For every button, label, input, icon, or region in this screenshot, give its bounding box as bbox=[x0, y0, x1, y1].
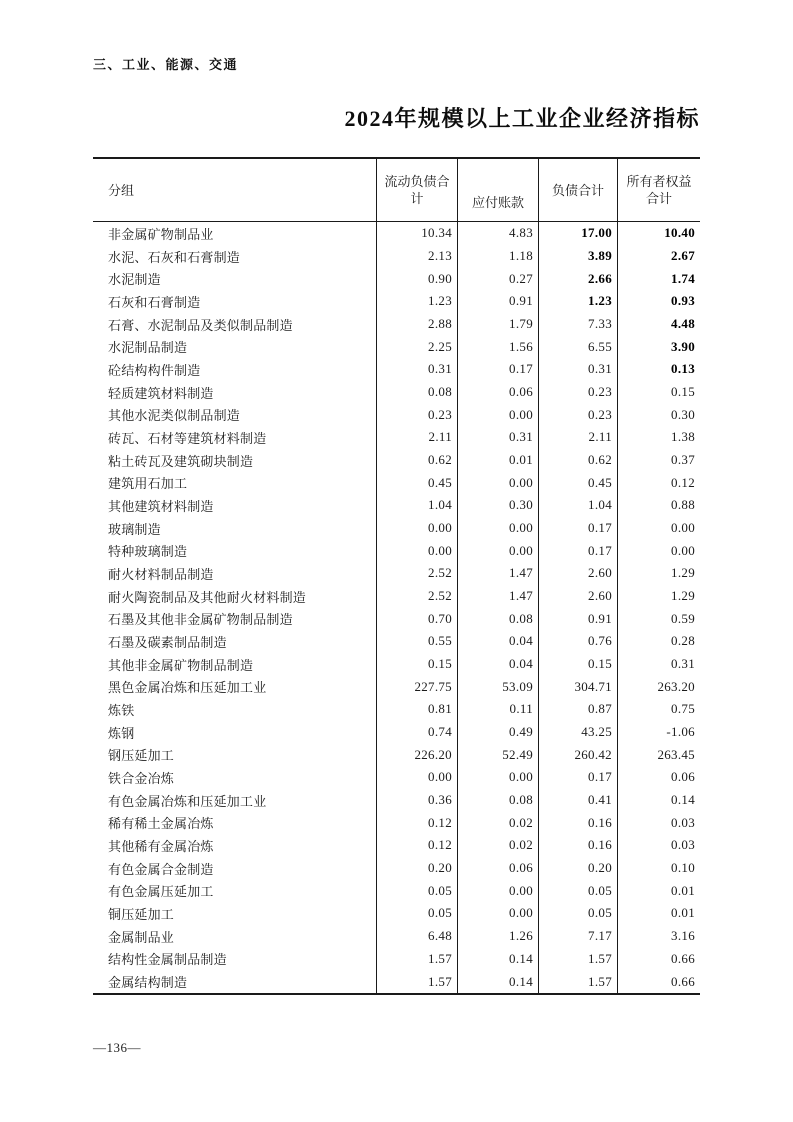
cell-value: 0.45 bbox=[538, 471, 617, 494]
cell-value: 0.00 bbox=[457, 471, 538, 494]
table-row bbox=[93, 811, 700, 834]
cell-value: 0.75 bbox=[617, 698, 700, 721]
cell-value: 0.12 bbox=[617, 471, 700, 494]
data-table bbox=[93, 157, 700, 995]
cell-value: 0.00 bbox=[457, 403, 538, 426]
cell-value: 0.74 bbox=[376, 721, 457, 744]
cell-value: 0.70 bbox=[376, 607, 457, 630]
cell-value: 0.91 bbox=[538, 607, 617, 630]
cell-value: 2.25 bbox=[376, 335, 457, 358]
cell-value: 0.14 bbox=[457, 948, 538, 971]
row-label: 金属制品业 bbox=[108, 929, 175, 945]
row-label: 有色金属合金制造 bbox=[108, 861, 214, 877]
cell-value: 0.30 bbox=[457, 494, 538, 517]
table-row bbox=[93, 925, 700, 948]
cell-value: 1.56 bbox=[457, 335, 538, 358]
cell-value: 0.08 bbox=[376, 381, 457, 404]
row-label: 石墨及其他非金属矿物制品制造 bbox=[108, 612, 293, 628]
row-label: 铁合金冶炼 bbox=[108, 770, 175, 786]
cell-value: 1.23 bbox=[538, 290, 617, 313]
row-label: 特种玻璃制造 bbox=[108, 544, 188, 560]
row-label: 砖瓦、石材等建筑材料制造 bbox=[108, 430, 267, 446]
row-label: 其他稀有金属冶炼 bbox=[108, 838, 214, 854]
cell-value: 0.23 bbox=[376, 403, 457, 426]
cell-value: 0.30 bbox=[617, 403, 700, 426]
cell-value: 0.05 bbox=[376, 902, 457, 925]
table-row bbox=[93, 222, 700, 245]
row-label: 砼结构构件制造 bbox=[108, 362, 201, 378]
cell-value: 0.01 bbox=[457, 449, 538, 472]
cell-value: 1.79 bbox=[457, 313, 538, 336]
cell-value: 0.05 bbox=[538, 879, 617, 902]
cell-value: 43.25 bbox=[538, 721, 617, 744]
cell-value: 1.29 bbox=[617, 562, 700, 585]
table-row bbox=[93, 358, 700, 381]
cell-value: 0.66 bbox=[617, 948, 700, 971]
page-number: —136— bbox=[93, 1040, 141, 1055]
cell-value: 0.66 bbox=[617, 970, 700, 993]
cell-value: 1.04 bbox=[538, 494, 617, 517]
cell-value: 0.31 bbox=[457, 426, 538, 449]
column-header-total-liabilities: 负债合计 bbox=[538, 159, 617, 221]
cell-value: 260.42 bbox=[538, 743, 617, 766]
cell-value: 226.20 bbox=[376, 743, 457, 766]
cell-value: 0.31 bbox=[538, 358, 617, 381]
cell-value: 0.15 bbox=[538, 653, 617, 676]
row-label: 轻质建筑材料制造 bbox=[108, 385, 214, 401]
table-header-row bbox=[93, 159, 700, 222]
row-label: 其他非金属矿物制品制造 bbox=[108, 657, 254, 673]
cell-value: 0.28 bbox=[617, 630, 700, 653]
table-row bbox=[93, 834, 700, 857]
table-row bbox=[93, 403, 700, 426]
row-label: 玻璃制造 bbox=[108, 521, 161, 537]
cell-value: 0.06 bbox=[457, 381, 538, 404]
cell-value: 3.90 bbox=[617, 335, 700, 358]
table-row bbox=[93, 426, 700, 449]
table-row bbox=[93, 245, 700, 268]
cell-value: 0.04 bbox=[457, 653, 538, 676]
cell-value: 53.09 bbox=[457, 675, 538, 698]
cell-value: 2.66 bbox=[538, 267, 617, 290]
cell-value: 1.57 bbox=[538, 970, 617, 993]
cell-value: 7.33 bbox=[538, 313, 617, 336]
row-label: 金属结构制造 bbox=[108, 975, 188, 990]
row-label: 有色金属冶炼和压延加工业 bbox=[108, 793, 267, 809]
column-header-group: 分组 bbox=[108, 182, 135, 198]
table-row bbox=[93, 471, 700, 494]
cell-value: 0.62 bbox=[376, 449, 457, 472]
row-label: 石膏、水泥制品及类似制品制造 bbox=[108, 317, 293, 333]
cell-value: 0.81 bbox=[376, 698, 457, 721]
cell-value: 0.00 bbox=[457, 539, 538, 562]
cell-value: 0.59 bbox=[617, 607, 700, 630]
cell-value: 0.00 bbox=[376, 766, 457, 789]
table-row bbox=[93, 562, 700, 585]
row-label: 结构性金属制品制造 bbox=[108, 952, 227, 968]
cell-value: 0.00 bbox=[457, 766, 538, 789]
table-row bbox=[93, 879, 700, 902]
row-label: 石灰和石膏制造 bbox=[108, 294, 201, 310]
cell-value: 0.23 bbox=[538, 403, 617, 426]
cell-value: 263.45 bbox=[617, 743, 700, 766]
cell-value: 0.88 bbox=[617, 494, 700, 517]
cell-value: -1.06 bbox=[617, 721, 700, 744]
cell-value: 304.71 bbox=[538, 675, 617, 698]
cell-value: 0.10 bbox=[617, 857, 700, 880]
table-row bbox=[93, 698, 700, 721]
table-row bbox=[93, 267, 700, 290]
cell-value: 1.38 bbox=[617, 426, 700, 449]
cell-value: 0.87 bbox=[538, 698, 617, 721]
cell-value: 0.36 bbox=[376, 789, 457, 812]
cell-value: 0.00 bbox=[617, 517, 700, 540]
cell-value: 10.40 bbox=[617, 222, 700, 245]
cell-value: 0.16 bbox=[538, 811, 617, 834]
table-row bbox=[93, 449, 700, 472]
cell-value: 1.29 bbox=[617, 585, 700, 608]
table-row bbox=[93, 948, 700, 971]
table-row bbox=[93, 585, 700, 608]
cell-value: 1.47 bbox=[457, 585, 538, 608]
cell-value: 2.52 bbox=[376, 585, 457, 608]
cell-value: 0.15 bbox=[376, 653, 457, 676]
column-header-owners-equity: 所有者权益合计 bbox=[617, 159, 700, 221]
cell-value: 6.48 bbox=[376, 925, 457, 948]
row-label: 建筑用石加工 bbox=[108, 476, 188, 492]
cell-value: 52.49 bbox=[457, 743, 538, 766]
cell-value: 1.47 bbox=[457, 562, 538, 585]
column-header-accounts-payable: 应付账款 bbox=[457, 159, 538, 221]
cell-value: 0.17 bbox=[538, 517, 617, 540]
cell-value: 17.00 bbox=[538, 222, 617, 245]
cell-value: 0.55 bbox=[376, 630, 457, 653]
table-row bbox=[93, 743, 700, 766]
cell-value: 1.57 bbox=[376, 970, 457, 993]
cell-value: 3.89 bbox=[538, 245, 617, 268]
table-row bbox=[93, 766, 700, 789]
cell-value: 0.00 bbox=[457, 517, 538, 540]
cell-value: 0.00 bbox=[457, 879, 538, 902]
row-label: 石墨及碳素制品制造 bbox=[108, 634, 227, 650]
row-label: 其他水泥类似制品制造 bbox=[108, 408, 241, 424]
cell-value: 2.11 bbox=[538, 426, 617, 449]
cell-value: 0.13 bbox=[617, 358, 700, 381]
table-row bbox=[93, 789, 700, 812]
row-label: 钢压延加工 bbox=[108, 748, 175, 764]
table-row bbox=[93, 335, 700, 358]
table-row bbox=[93, 630, 700, 653]
cell-value: 0.03 bbox=[617, 834, 700, 857]
cell-value: 0.76 bbox=[538, 630, 617, 653]
cell-value: 0.00 bbox=[376, 539, 457, 562]
cell-value: 1.04 bbox=[376, 494, 457, 517]
cell-value: 1.57 bbox=[538, 948, 617, 971]
cell-value: 0.37 bbox=[617, 449, 700, 472]
table-row bbox=[93, 721, 700, 744]
row-label: 耐火材料制品制造 bbox=[108, 566, 214, 582]
cell-value: 2.13 bbox=[376, 245, 457, 268]
row-label: 非金属矿物制品业 bbox=[108, 226, 214, 242]
cell-value: 0.08 bbox=[457, 789, 538, 812]
cell-value: 0.12 bbox=[376, 811, 457, 834]
table-row bbox=[93, 607, 700, 630]
cell-value: 0.02 bbox=[457, 811, 538, 834]
table-row bbox=[93, 313, 700, 336]
table-row bbox=[93, 494, 700, 517]
cell-value: 263.20 bbox=[617, 675, 700, 698]
cell-value: 2.52 bbox=[376, 562, 457, 585]
cell-value: 7.17 bbox=[538, 925, 617, 948]
cell-value: 6.55 bbox=[538, 335, 617, 358]
cell-value: 0.45 bbox=[376, 471, 457, 494]
cell-value: 0.31 bbox=[376, 358, 457, 381]
cell-value: 10.34 bbox=[376, 222, 457, 245]
table-row bbox=[93, 902, 700, 925]
cell-value: 0.00 bbox=[376, 517, 457, 540]
cell-value: 0.17 bbox=[538, 766, 617, 789]
row-label: 其他建筑材料制造 bbox=[108, 498, 214, 514]
cell-value: 0.12 bbox=[376, 834, 457, 857]
cell-value: 0.20 bbox=[376, 857, 457, 880]
cell-value: 0.03 bbox=[617, 811, 700, 834]
cell-value: 3.16 bbox=[617, 925, 700, 948]
row-label: 粘土砖瓦及建筑砌块制造 bbox=[108, 453, 254, 469]
row-label: 耐火陶瓷制品及其他耐火材料制造 bbox=[108, 589, 307, 605]
row-label: 水泥制品制造 bbox=[108, 340, 188, 356]
cell-value: 1.26 bbox=[457, 925, 538, 948]
cell-value: 2.60 bbox=[538, 562, 617, 585]
row-label: 炼钢 bbox=[108, 725, 135, 741]
cell-value: 0.01 bbox=[617, 902, 700, 925]
table-row bbox=[93, 539, 700, 562]
cell-value: 0.93 bbox=[617, 290, 700, 313]
cell-value: 0.00 bbox=[457, 902, 538, 925]
cell-value: 0.01 bbox=[617, 879, 700, 902]
cell-value: 0.02 bbox=[457, 834, 538, 857]
cell-value: 227.75 bbox=[376, 675, 457, 698]
table-body bbox=[93, 222, 700, 993]
cell-value: 1.23 bbox=[376, 290, 457, 313]
cell-value: 1.57 bbox=[376, 948, 457, 971]
cell-value: 0.06 bbox=[457, 857, 538, 880]
cell-value: 0.00 bbox=[617, 539, 700, 562]
row-label: 水泥制造 bbox=[108, 272, 161, 288]
page-title: 2024年规模以上工业企业经济指标 bbox=[344, 106, 700, 131]
cell-value: 0.20 bbox=[538, 857, 617, 880]
cell-value: 4.83 bbox=[457, 222, 538, 245]
cell-value: 2.11 bbox=[376, 426, 457, 449]
cell-value: 0.62 bbox=[538, 449, 617, 472]
cell-value: 0.06 bbox=[617, 766, 700, 789]
cell-value: 0.04 bbox=[457, 630, 538, 653]
column-header-current-liabilities: 流动负债合计 bbox=[376, 159, 457, 221]
cell-value: 0.41 bbox=[538, 789, 617, 812]
cell-value: 0.11 bbox=[457, 698, 538, 721]
cell-value: 0.05 bbox=[376, 879, 457, 902]
cell-value: 0.17 bbox=[538, 539, 617, 562]
row-label: 水泥、石灰和石膏制造 bbox=[108, 249, 241, 265]
cell-value: 1.74 bbox=[617, 267, 700, 290]
cell-value: 0.91 bbox=[457, 290, 538, 313]
table-row bbox=[93, 290, 700, 313]
table-row bbox=[93, 675, 700, 698]
row-label: 黑色金属冶炼和压延加工业 bbox=[108, 680, 267, 696]
cell-value: 0.14 bbox=[457, 970, 538, 993]
section-header: 三、工业、能源、交通 bbox=[93, 57, 239, 72]
table-row bbox=[93, 381, 700, 404]
cell-value: 0.31 bbox=[617, 653, 700, 676]
cell-value: 4.48 bbox=[617, 313, 700, 336]
table-row bbox=[93, 970, 700, 993]
cell-value: 0.16 bbox=[538, 834, 617, 857]
cell-value: 0.49 bbox=[457, 721, 538, 744]
table-row bbox=[93, 653, 700, 676]
table-row bbox=[93, 517, 700, 540]
row-label: 铜压延加工 bbox=[108, 906, 175, 922]
cell-value: 0.90 bbox=[376, 267, 457, 290]
row-label: 稀有稀土金属冶炼 bbox=[108, 816, 214, 832]
cell-value: 1.18 bbox=[457, 245, 538, 268]
row-label: 炼铁 bbox=[108, 702, 135, 718]
cell-value: 0.08 bbox=[457, 607, 538, 630]
cell-value: 0.23 bbox=[538, 381, 617, 404]
table-row bbox=[93, 857, 700, 880]
cell-value: 0.27 bbox=[457, 267, 538, 290]
cell-value: 0.14 bbox=[617, 789, 700, 812]
cell-value: 0.15 bbox=[617, 381, 700, 404]
cell-value: 2.88 bbox=[376, 313, 457, 336]
cell-value: 2.67 bbox=[617, 245, 700, 268]
cell-value: 0.17 bbox=[457, 358, 538, 381]
cell-value: 2.60 bbox=[538, 585, 617, 608]
cell-value: 0.05 bbox=[538, 902, 617, 925]
row-label: 有色金属压延加工 bbox=[108, 884, 214, 900]
